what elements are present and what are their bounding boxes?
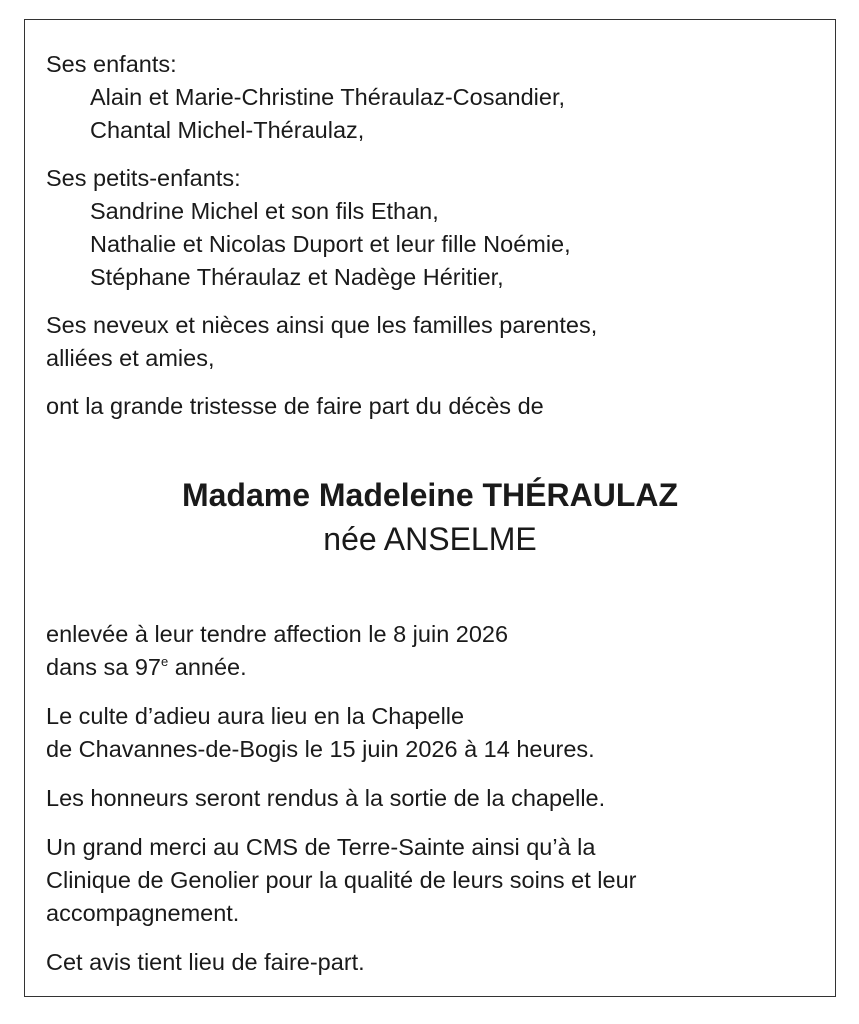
relatives-line: Ses neveux et nièces ainsi que les familles parentes,: [46, 312, 598, 338]
grandchildren-heading: Ses petits-enfants:: [46, 165, 241, 191]
service-line: Le culte d’adieu aura lieu en la Chapelle: [46, 703, 465, 729]
family-section: [46, 48, 826, 423]
grandchild-name: Stéphane Théraulaz et Nadège Héritier,: [90, 264, 504, 290]
grandchild-name: Nathalie et Nicolas Duport et leur fille Noémie,: [90, 231, 571, 257]
honours-line: Les honneurs seront rendus à la sortie de la chapelle.: [46, 785, 606, 811]
child-name: Chantal Michel-Théraulaz,: [90, 117, 365, 143]
thanks-line: Clinique de Genolier pour la qualité de leurs soins et leur: [46, 867, 637, 893]
death-line: enlevée à leur tendre affection le 8 juin 2026: [46, 621, 509, 647]
child-name: Alain et Marie-Christine Théraulaz-Cosandier,: [90, 84, 566, 110]
closing-line: Cet avis tient lieu de faire-part.: [46, 949, 365, 975]
age-line: [46, 651, 826, 684]
ordinal-suffix: e: [160, 654, 169, 670]
deceased-block: [24, 473, 836, 561]
grandchild-name: Sandrine Michel et son fils Ethan,: [90, 198, 439, 224]
service-line: de Chavannes-de-Bogis le 15 juin 2026 à 14 heures.: [46, 736, 595, 762]
age-prefix: dans sa 97: [46, 654, 161, 680]
thanks-line: accompagnement.: [46, 900, 240, 926]
deceased-name: Madame Madeleine THÉRAULAZ: [181, 477, 679, 513]
age-suffix: année.: [168, 654, 247, 680]
children-heading: Ses enfants:: [46, 51, 177, 77]
relatives-line: alliées et amies,: [46, 345, 215, 371]
maiden-name: née ANSELME: [323, 521, 537, 557]
thanks-line: Un grand merci au CMS de Terre-Sainte ainsi qu’à la: [46, 834, 596, 860]
details-section: [46, 618, 826, 979]
announcement-text: ont la grande tristesse de faire part du décès de: [46, 393, 544, 419]
